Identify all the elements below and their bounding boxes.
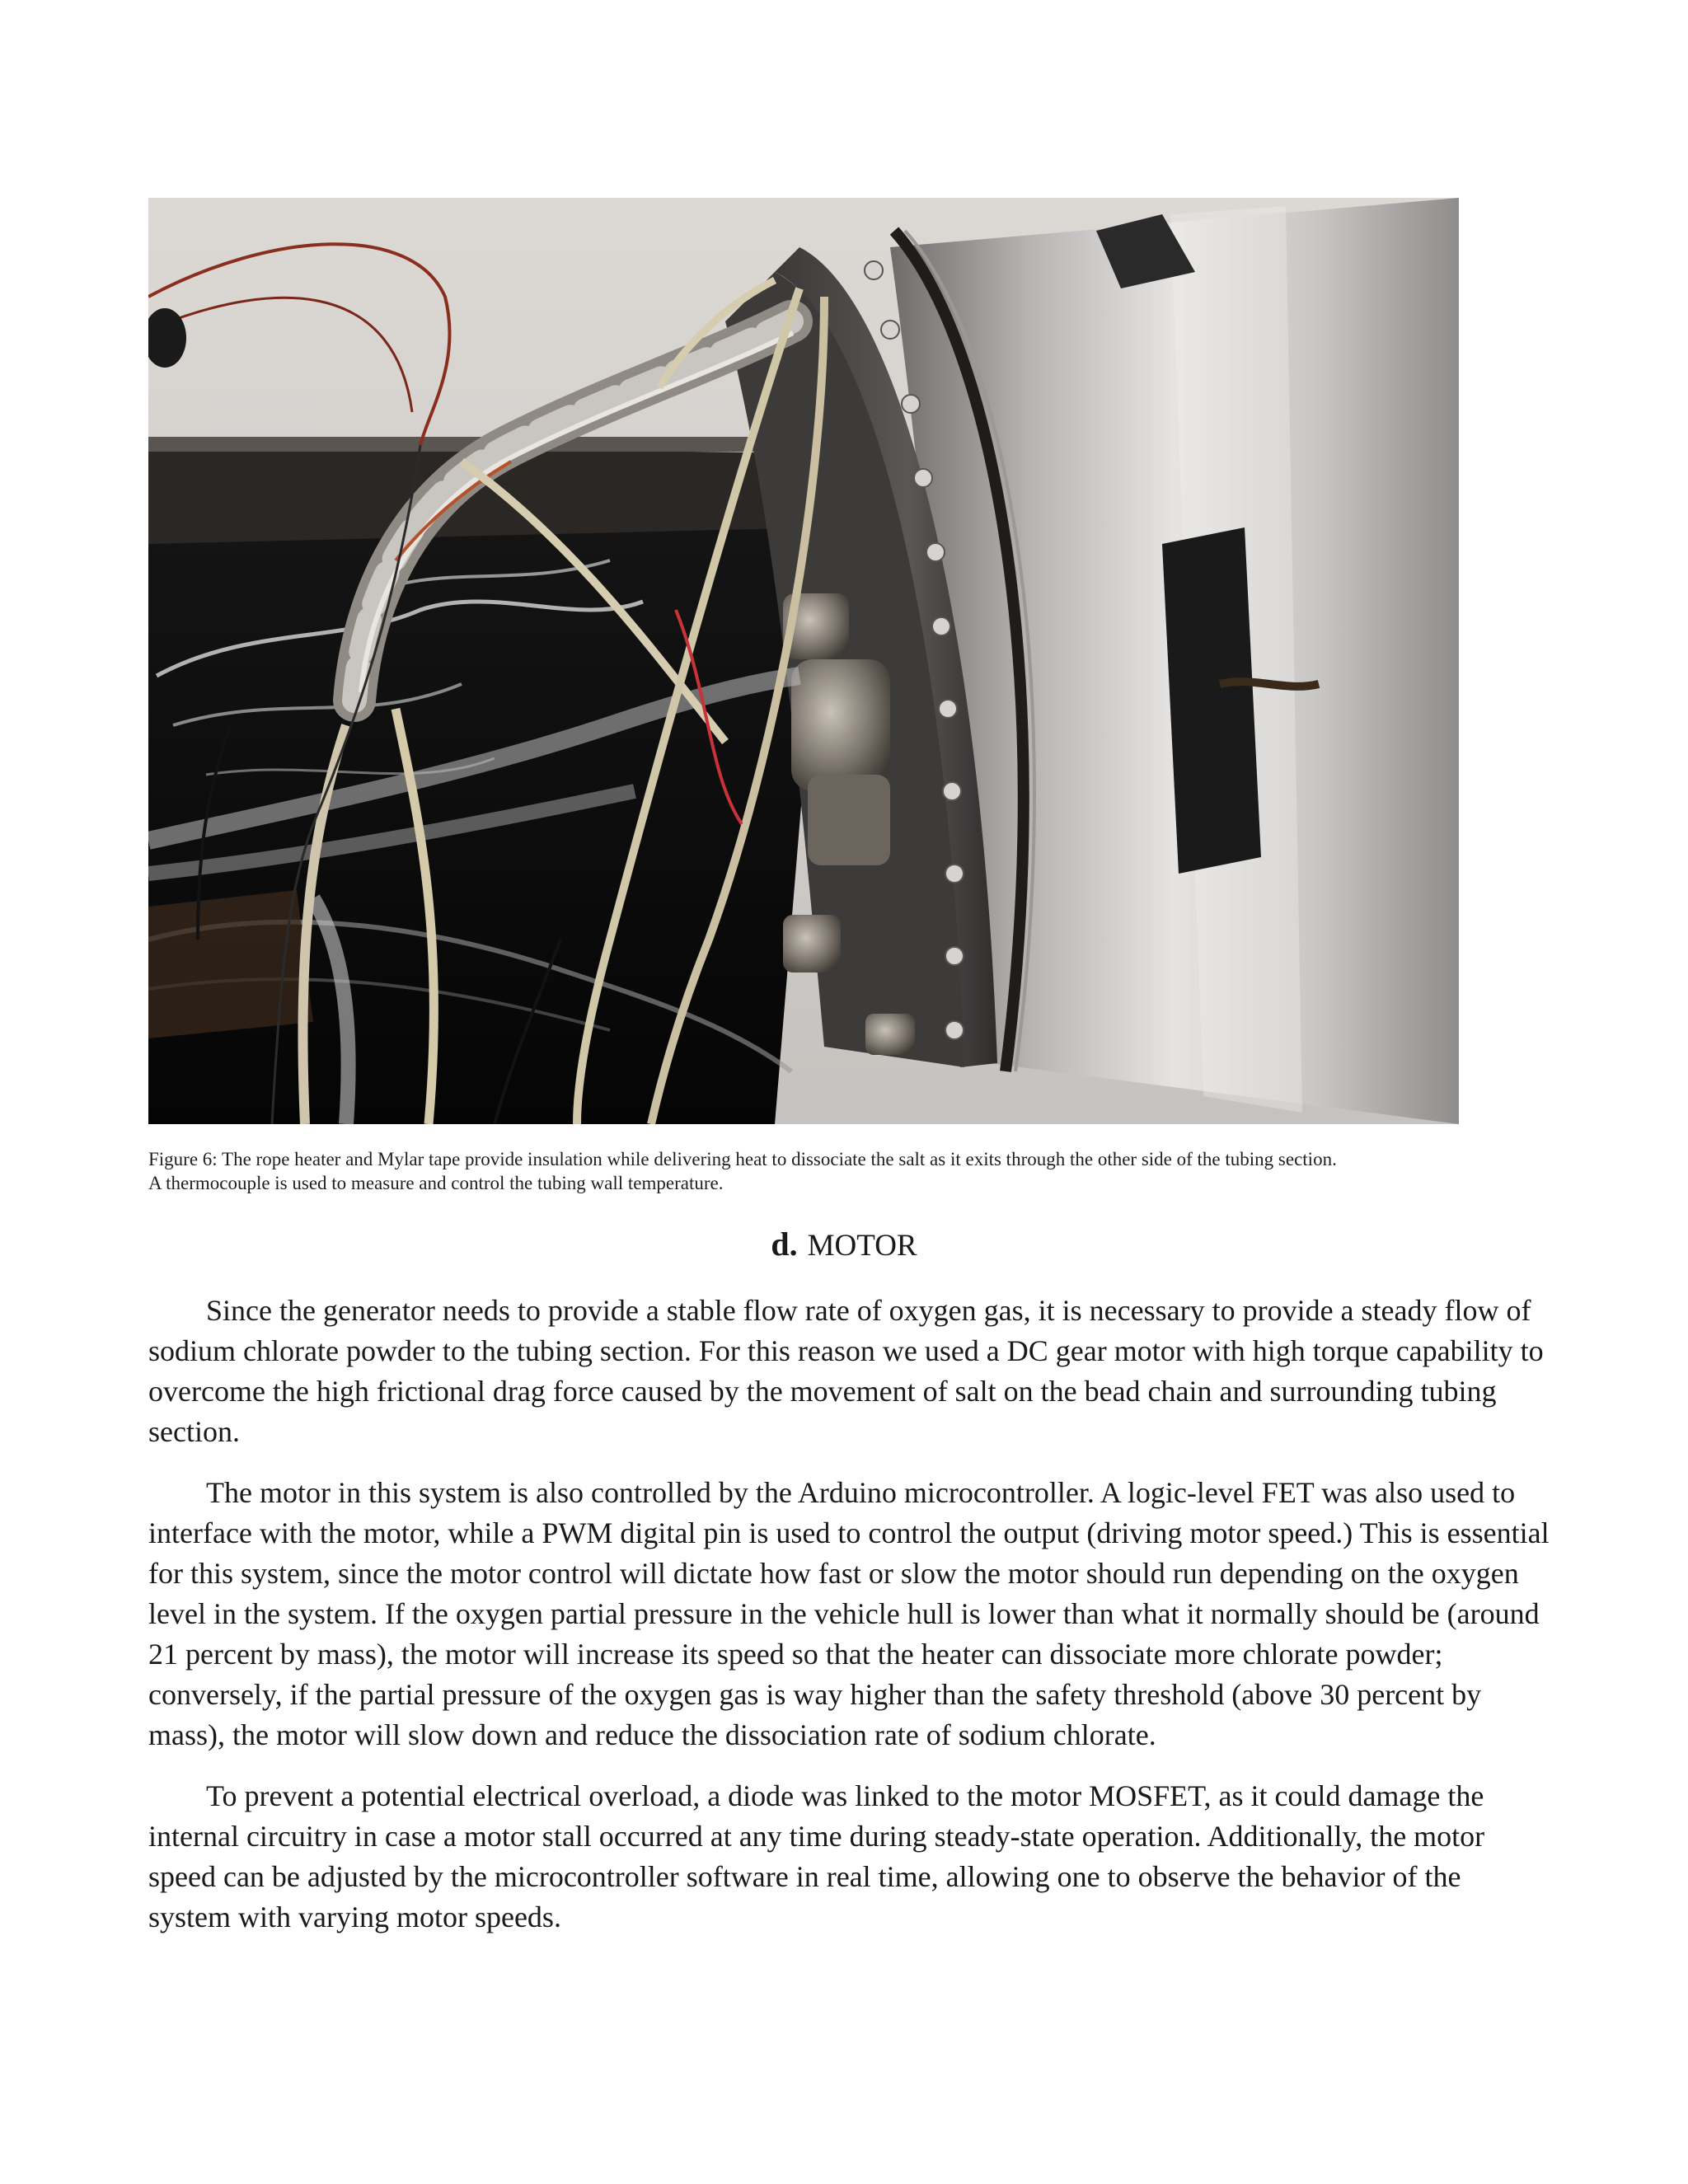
figure-photo (148, 198, 1459, 1124)
section-letter: d. (771, 1226, 798, 1263)
section-title: MOTOR (807, 1229, 917, 1263)
paragraph-3: To prevent a potential electrical overload, a diode was linked to the motor MOSFET, as it could damage the internal circuitry in case a motor stall occurred at any time during steady-state operation. Additionally, the motor speed can be adjusted by the microcontroller software in real time, allowing one to observe the behavior of the system with varying motor speeds. (148, 1779, 1485, 1933)
paragraph-1: Since the generator needs to provide a stable flow rate of oxygen gas, it is necessary to provide a steady flow of sodium chlorate powder to the tubing section. For this reason we used a DC gear motor with high torque capability to overcome the high frictional drag force caused by the movement of salt on the bead chain and surrounding tubing section. (148, 1294, 1544, 1448)
figure-caption (148, 1147, 1541, 1195)
figure-caption-line-2: A thermocouple is used to measure and control the tubing wall temperature. (148, 1173, 724, 1193)
section-heading (0, 1225, 1688, 1266)
body-text (148, 1291, 1550, 1958)
figure-caption-line-1: Figure 6: The rope heater and Mylar tape provide insulation while delivering heat to dissociate the salt as it exits through the other side of the tubing section. (148, 1149, 1337, 1169)
paragraph-2: The motor in this system is also controlled by the Arduino microcontroller. A logic-level FET was also used to interface with the motor, while a PWM digital pin is used to control the output (driving motor speed.) This is essential for this system, since the motor control will dictate how fast or slow the motor should run depending on the oxygen level in the system. If the oxygen partial pressure in the vehicle hull is lower than what it normally should be (around 21 percent by mass), the motor will increase its speed so that the heater can dissociate more chlorate powder; conversely, if the partial pressure of the oxygen gas is way higher than the safety threshold (above 30 percent by mass), the motor will slow down and reduce the dissociation rate of sodium chlorate. (148, 1476, 1550, 1751)
generator-photo-illustration (148, 198, 1459, 1124)
